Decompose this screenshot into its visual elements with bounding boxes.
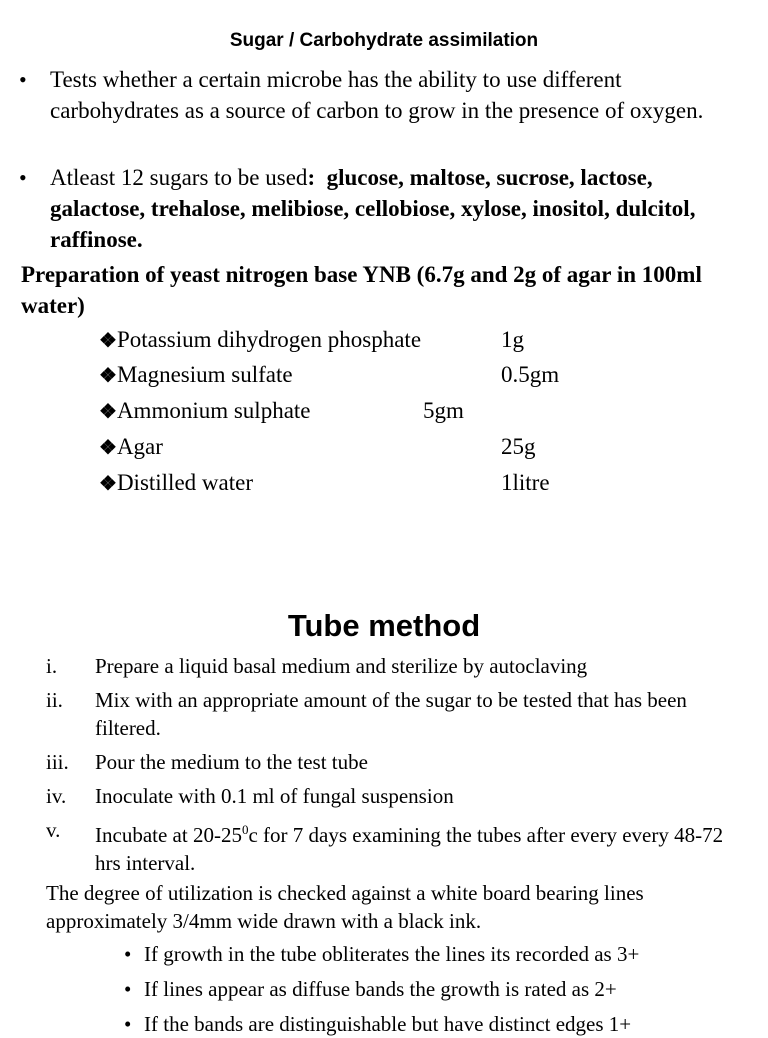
ingredient-amount: 0.5gm	[501, 362, 560, 387]
ingredient-amount: 25g	[501, 434, 536, 459]
sugar-list: glucose, maltose, sucrose, lactose, galactose, trehalose, melibiose, cellobiose, xylose, inositol, dulcitol, raffinose.	[50, 165, 702, 252]
ingredient-amount: 1g	[501, 327, 524, 352]
bullet-marker: •	[19, 67, 27, 92]
step-text: Inoculate with 0.1 ml of fungal suspension	[95, 784, 454, 808]
diamond-bullet-icon: ❖	[99, 401, 117, 423]
bullet-text	[50, 162, 740, 255]
section-heading: Tube method	[287, 608, 481, 643]
bullet-colon: :	[307, 165, 316, 190]
utilization-paragraph: The degree of utilization is checked against a white board bearing lines approximately 3/4mm wide drawn with a black ink.	[46, 881, 644, 933]
step-number: ii.	[46, 688, 63, 712]
diamond-bullet-icon: ❖	[99, 437, 117, 459]
sub-bullet-marker: •	[124, 977, 132, 1001]
step-text: Prepare a liquid basal medium and sterilize by autoclaving	[95, 654, 588, 678]
bullet-marker: •	[19, 165, 27, 190]
step-text: Mix with an appropriate amount of the sugar to be tested that has been filtered.	[95, 688, 687, 740]
ingredient-amount: 1litre	[501, 470, 550, 495]
ingredient-amount: 5gm	[423, 398, 464, 423]
ingredient-name: ❖Ammonium sulphate	[99, 398, 311, 423]
rating-text: If growth in the tube obliterates the lines its recorded as 3+	[144, 942, 640, 966]
step-text: Incubate at $20-25^0c$ for 7 days examining the tubes after every every 48-72 hrs interval.	[95, 822, 724, 875]
step-text: Pour the medium to the test tube	[95, 750, 368, 774]
step-number: iv.	[46, 784, 67, 808]
degree-superscript: 0	[241, 822, 249, 837]
ingredient-name: ❖Magnesium sulfate	[99, 362, 293, 387]
rating-text: If the bands are distinguishable but have distinct edges 1+	[144, 1012, 632, 1036]
diamond-bullet-icon: ❖	[99, 473, 117, 495]
step-number: i.	[46, 654, 58, 678]
sub-bullet-marker: •	[124, 1012, 132, 1036]
rating-text: If lines appear as diffuse bands the growth is rated as 2+	[144, 977, 617, 1001]
ingredient-name: ❖Potassium dihydrogen phosphate	[99, 327, 422, 352]
bullet-text: Tests whether a certain microbe has the ability to use different carbohydrates as a source of carbon to grow in the presence of oxygen.	[50, 67, 704, 123]
diamond-bullet-icon: ❖	[99, 330, 117, 352]
preparation-heading: Preparation of yeast nitrogen base YNB (6.7g and 2g of agar in 100ml water)	[21, 262, 702, 318]
page-title: Sugar / Carbohydrate assimilation	[229, 30, 539, 51]
step-number: iii.	[46, 750, 69, 774]
ingredient-name: ❖Agar	[99, 434, 163, 459]
step-number: v.	[46, 818, 61, 842]
sub-bullet-marker: •	[124, 942, 132, 966]
diamond-bullet-icon: ❖	[99, 365, 117, 387]
ingredient-name: ❖Distilled water	[99, 470, 253, 495]
bullet-prefix: Atleast 12 sugars to be used	[50, 165, 308, 190]
